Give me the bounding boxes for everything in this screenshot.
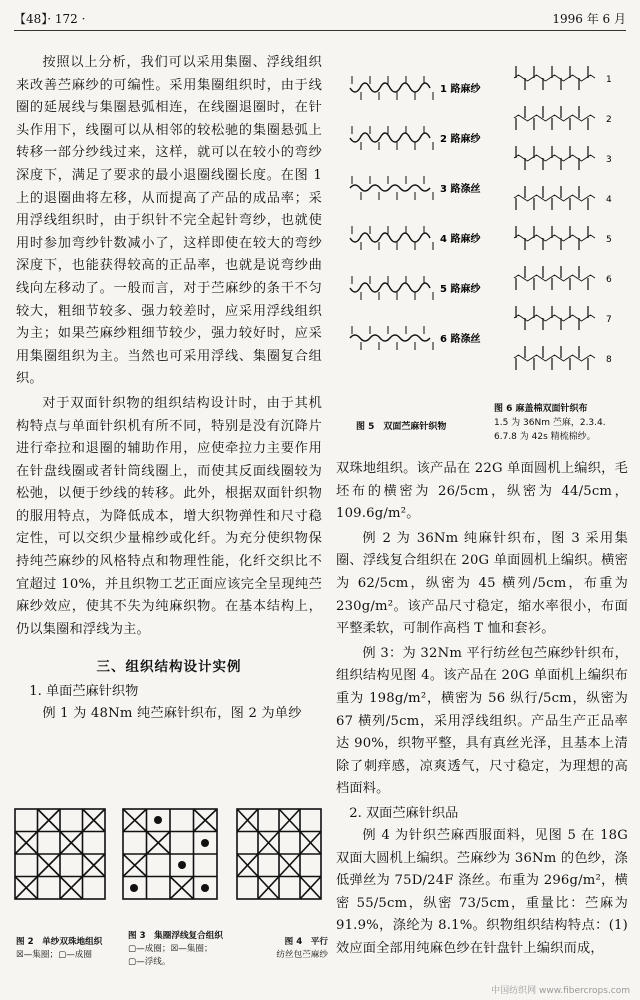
figure-2-title: 图 2 单纱双珠地组织 [16, 937, 103, 947]
figure-6-diagram [510, 58, 622, 398]
figure-5-row [350, 326, 480, 350]
figure-5-row-label: 5 路麻纱 [440, 284, 481, 295]
figure-5-diagram [346, 58, 506, 388]
paragraph-2: 对于双面针织物的组织结构设计时，由于其机构特点与单面针织机有所不同，特别是没有沉降片进行牵拉和退圈的辅助作用，应使牵拉力主要作用在针盘线圈或者针筒线圈上，而使其反面线圈较为松弛，以便于纱线的转移。此外，根据双面针织物的服用特点，为降低成本，增大织物弹性和尺寸稳定性，可以交织少量棉纱或化纤。为充分使织物保持纯苎麻纱的风格特点和物理性能，化纤交织比不宜超过 10%，并且织物工艺正面应该完全呈现纯苎麻纱效应，使其不失为纯麻织物。在基本结构上，仍以集圈和浮线为主。 [16, 395, 322, 637]
figure-4-title: 图 4 平行 [284, 937, 328, 947]
right-text-top: 双珠地组织。该产品在 22G 单面圆机上编织，毛坯布的横密为 26/5cm，纵密为 44/5cm，109.6g/m²。 [336, 461, 628, 522]
figure-6-row [514, 266, 612, 290]
example-3-text: 例 3：为 32Nm 平行纺丝包苎麻纱针织布，组织结构见图 4。该产品在 20G 单面机上编织布重为 198g/m²，横密为 56 纵行/5cm，纵密为 67 横列/5cm，采用浮线组织。产品生产正品率达 90%，织物平整，具有真丝光泽，且基本上清除了刺痒感，凉爽透气，尺寸稳定，为理想的高档面料。 [336, 645, 628, 797]
figure-6-row [514, 346, 612, 370]
figure-6-row-label: 6 [606, 275, 612, 285]
figure-5-row [350, 226, 481, 250]
figure-6-caption [494, 402, 630, 444]
figure-6-row [514, 146, 612, 170]
left-column [16, 52, 322, 728]
figure-5-row [350, 126, 481, 150]
right-column [336, 458, 628, 962]
example-4-text: 例 4 为针织苎麻西服面料，见图 5 在 18G 双面大圆机上编织。苎麻纱为 36Nm 的色纱，涤低弹丝为 75D/24F 涤丝。布重为 296g/m²，横密 55/5cm，纵密 73/5cm，重量比：苎麻为 91.9%，涤纶为 8.1%。织物组织结构特点：(1)效应面全部用纯麻色纱在针盘针上编织而成， [336, 827, 628, 956]
figure-4-subtitle: 纺丝包苎麻纱 [276, 950, 328, 960]
figure-4-caption [248, 936, 328, 962]
figure-6-row [514, 106, 612, 130]
figure-3-legend-1: ▢—成圈；☒—集圈； [128, 944, 213, 954]
page-number: 【48】· 172 · [14, 12, 86, 26]
figure-5-row [350, 176, 480, 200]
figure-3-title: 图 3 集圈浮线复合组织 [128, 931, 223, 941]
figure-6-row-label: 8 [606, 355, 612, 365]
figure-6-note-1: 1.5 为 36Nm 苎麻，2.3.4. [494, 418, 606, 428]
figure-6-row-label: 2 [606, 115, 612, 125]
figure-5-row-label: 2 路麻纱 [440, 134, 481, 145]
figure-4-grid [236, 808, 322, 900]
figure-6-row-label: 5 [606, 235, 612, 245]
figure-2-legend: ☒—集圈；▢—成圈 [16, 950, 92, 960]
header-rule [14, 30, 626, 31]
figure-6-row [514, 66, 612, 90]
figure-6-row-label: 3 [606, 155, 612, 165]
figure-6-row-label: 1 [606, 75, 612, 85]
subsection-title: 1. 单面苎麻针织物 [29, 684, 139, 700]
watermark: 中国纺织网 www.fibercrops.com [491, 986, 630, 996]
figure-3-legend-2: ▢—浮线。 [128, 957, 171, 967]
figure-5-caption: 图 5 双面苎麻针织物 [356, 422, 447, 432]
figure-5-row-label: 6 路涤丝 [440, 334, 481, 345]
section-title: 三、组织结构设计实例 [96, 659, 242, 676]
page-header [14, 10, 626, 28]
figure-6-note-2: 6.7.8 为 42s 精梳棉纱。 [494, 432, 596, 442]
figure-5-row [350, 276, 481, 300]
figure-3-grid [122, 808, 218, 900]
figure-6-row [514, 306, 612, 330]
figure-6-title: 图 6 麻盖棉双面针织布 [494, 404, 588, 414]
example-1-text: 例 1 为 48Nm 纯苎麻针织布，图 2 为单纱 [42, 706, 302, 722]
paragraph-1: 按照以上分析，我们可以采用集圈、浮线组织来改善苎麻纱的可编性。采用集圈组织时，由于线圈的延展线与集圈悬弧相连，在线圈退圈时，在针头作用下，线圈可以从相邻的较松驰的集圈悬弧上转移一部分纱线过来，这样，就可以在较小的弯纱深度下，满足了要求的最小退圈线圈长度。在图 1 上的退圈曲将左移，从而提高了产品的成品率；采用浮线组织时，由于织针不完全起针弯纱，也就使用时参加弯纱针数减小了，这样即使在较大的弯纱深度下，也能获得较高的正品率，也就是说弯纱曲线向左移动了。一般而言，对于苎麻纱的条干不匀较大，粗细节较多、强力较差时，应采用浮线组织为主；如果苎麻纱粗细节较少，强力较好时，应采用集圈组织为主。当然也可采用浮线、集圈复合组织。 [16, 55, 322, 387]
issue-date: 1996 年 6 月 [552, 12, 626, 26]
example-2-text: 例 2 为 36Nm 纯麻针织布，图 3 采用集圈、浮线复合组织在 20G 单面圆机上编织。横密为 62/5cm，纵密为 45 横列/5cm，布重为 230g/m²。该产品尺寸稳定，缩水率很小，布面平整柔软，可制作高档 T 恤和套衫。 [336, 530, 628, 637]
figure-6-row [514, 226, 612, 250]
figure-2-grid [14, 808, 106, 900]
figure-6-row-label: 4 [606, 195, 612, 205]
figure-6-row-label: 7 [606, 315, 612, 325]
subsection-2-title: 2. 双面苎麻针织品 [349, 805, 459, 821]
figure-3-caption [128, 930, 234, 969]
figure-5-row-label: 4 路麻纱 [440, 234, 481, 245]
figure-2-caption [16, 936, 116, 962]
figure-5-row [350, 76, 481, 100]
figure-5-row-label: 1 路麻纱 [440, 84, 481, 95]
figure-6-row [514, 186, 612, 210]
grid-figures [14, 808, 324, 908]
figure-5-row-label: 3 路涤丝 [440, 184, 481, 195]
